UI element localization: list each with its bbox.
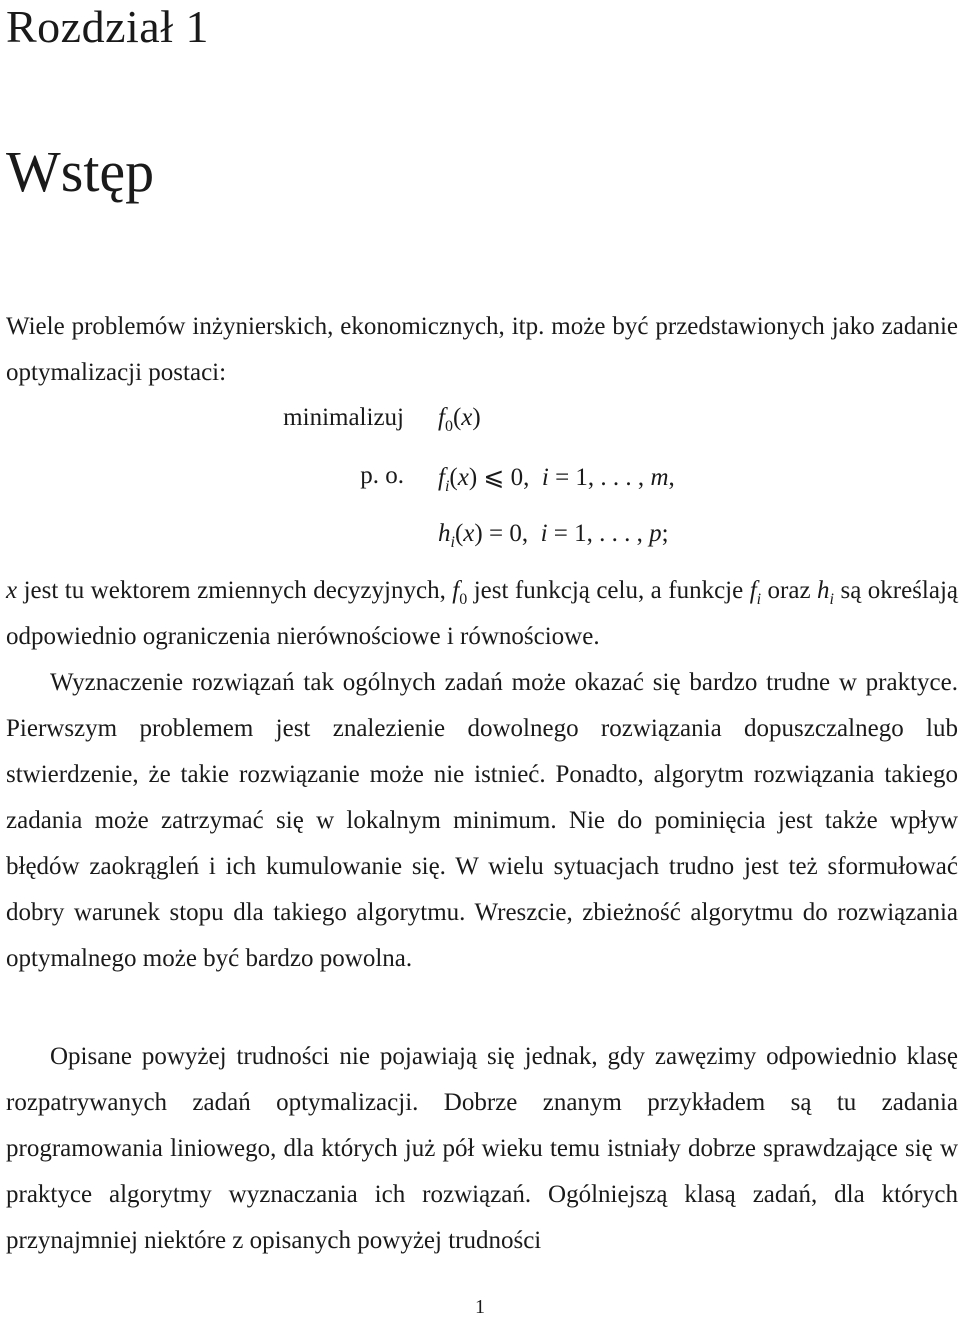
- objective-row: [0, 404, 960, 450]
- var-x: x: [6, 577, 18, 604]
- inequality-row: [0, 462, 960, 508]
- symbol-f0: $f_0$: [452, 577, 468, 608]
- equality-expression: $h_i(x) = 0$, i = 1, . . . , p;: [438, 520, 669, 551]
- paragraph-2: Wyznaczenie rozwiązań tak ogólnych zadań może okazać się bardzo trudne w praktyce. Pierwszym problemem jest znalezienie dowolnego rozwiązania dopuszczalnego lub stwierdzenie, że takie rozwiązanie może nie istnieć. Ponadto, algorytm rozwiązania takiego zadania może zatrzymać się w lokalnym minimum. Nie do pominięcia jest także wpływ błędów zaokrągleń i ich kumulowanie się. W wielu sytuacjach trudno jest też sformułować dobry warunek stopu dla takiego algorytmu. Wreszcie, zbieżność algorytmu do rozwiązania optymalnego może być bardzo powolna.: [6, 669, 958, 972]
- objective-expression: $f_0(x)$: [438, 404, 481, 435]
- paragraph-3: Opisane powyżej trudności nie pojawiają się jednak, gdy zawęzimy odpowiednio klasę rozpatrywanych zadań optymalizacji. Dobrze znanym przykładem są tu zadania programowania liniowego, dla których już pół wieku temu istniały dobrze sprawdzające się w praktyce algorytmy wyznaczania ich rozwiązań. Ogólniejszą klasą zadań, dla których przynajmniej niektóre z opisanych powyżej trudności: [6, 1043, 958, 1254]
- definitions-text-d: są określają odpowiednio ograniczenia nierównościowe i równościowe.: [6, 577, 958, 650]
- constraints-label: p. o.: [360, 462, 404, 489]
- definitions-paragraph: [6, 568, 958, 982]
- symbol-hi: $h_i$: [817, 577, 834, 608]
- definitions-text-a: jest tu wektorem zmiennych decyzyjnych,: [17, 577, 453, 604]
- definitions-text-c: oraz: [761, 577, 818, 604]
- inequality-expression: $f_i(x)$ ⩽ 0, i = 1, . . . , m,: [438, 464, 675, 495]
- symbol-fi: $f_i$: [749, 577, 762, 608]
- definitions-text-b: jest funkcją celu, a funkcje: [467, 577, 750, 604]
- chapter-title: Wstęp: [6, 139, 155, 204]
- page-number: 1: [475, 1296, 485, 1318]
- objective-label: minimalizuj: [283, 404, 404, 431]
- chapter-label: Rozdział 1: [6, 1, 209, 52]
- equality-row: [0, 520, 960, 566]
- intro-paragraph: Wiele problemów inżynierskich, ekonomicznych, itp. może być przedstawionych jako zadanie optymalizacji postaci:: [6, 313, 958, 386]
